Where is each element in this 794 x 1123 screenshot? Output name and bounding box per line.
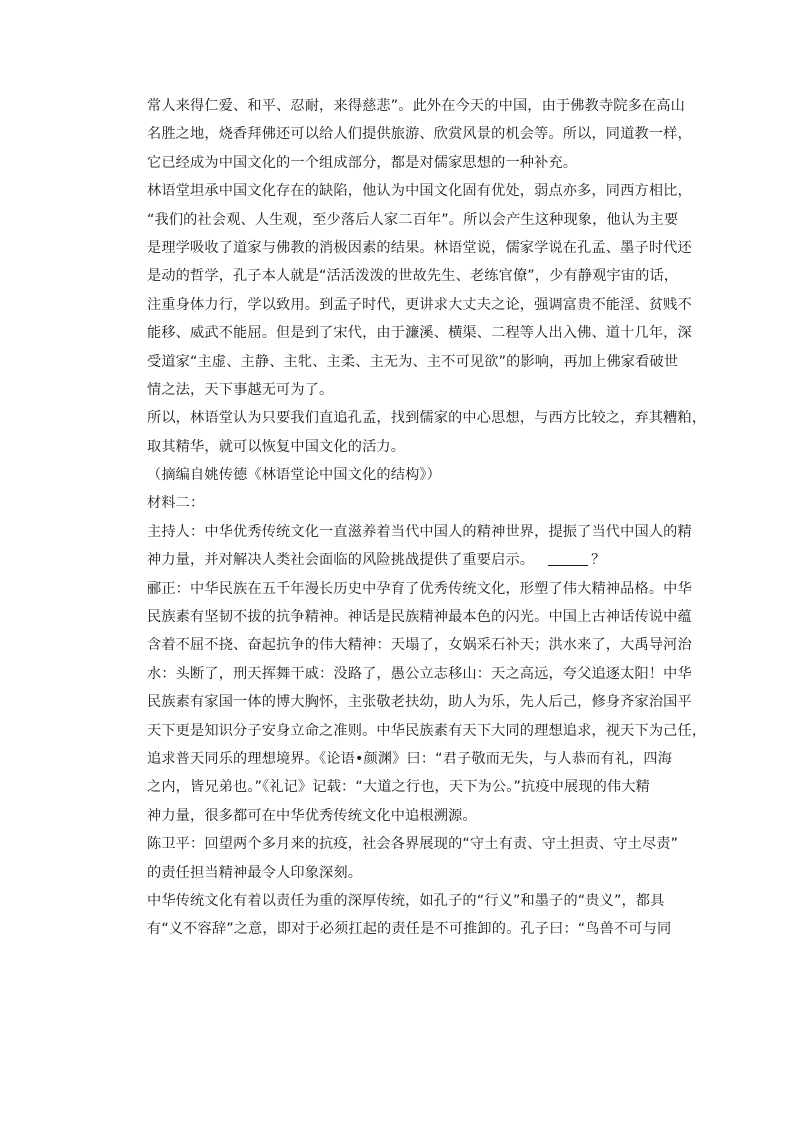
- paragraph-line: 有“义不容辞”之意，即对于必须扛起的责任是不可推卸的。孔子曰：“鸟兽不可与同: [147, 921, 672, 938]
- paragraph-line: 水：头断了，刑天挥舞干戚：没路了，愚公立志移山：天之高远，夸父追逐太阳！中华: [147, 665, 692, 682]
- paragraph-line: 追求普天同乐的理想境界。《论语•颜渊》曰：“君子敬而无失，与人恭而有礼，四海: [147, 750, 673, 767]
- paragraph-line: 天下更是知识分子安身立命之准则。中华民族素有天下大同的理想追求，视天下为己任，: [147, 722, 707, 739]
- paragraph-line: 中华传统文化有着以责任为重的深厚传统，如孔子的“行义”和墨子的“贵义”，都具: [147, 892, 665, 909]
- paragraph-line: 主持人：中华优秀传统文化一直滋养着当代中国人的精神世界，提振了当代中国人的精: [147, 523, 692, 540]
- paragraph-line: 常人来得仁爱、和平、忍耐，来得慈悲”。此外在今天的中国，由于佛教寺院多在高山: [147, 98, 685, 114]
- question-mark: ？: [591, 552, 606, 569]
- paragraph-line: 含着不屈不挠、奋起抗争的伟大精神：天塌了，女娲采石补天；洪水来了，大禹导河治: [147, 637, 692, 654]
- paragraph-line: 它已经成为中国文化的一个组成部分，都是对儒家思想的一种补充。: [147, 154, 578, 171]
- paragraph-line: 情之法，天下事越无可为了。: [147, 381, 334, 398]
- paragraph-line: 民族素有坚韧不拔的抗争精神。神话是民族精神最本色的闪光。中国上古神话传说中蕴: [147, 609, 692, 626]
- paragraph-line: 陈卫平：回望两个多月来的抗疫，社会各界展现的“守土有责、守土担责、守土尽责”: [147, 836, 679, 853]
- paragraph-line: 的责任担当精神最令人印象深刻。: [147, 864, 363, 881]
- paragraph-line: 林语堂坦承中国文化存在的缺陷，他认为中国文化固有优处，弱点亦多，同西方相比，: [147, 183, 692, 200]
- paragraph-line: 之内，皆兄弟也。”《礼记》记载：“大道之行也，天下为公。”抗疫中展现的伟大精: [147, 779, 651, 796]
- paragraph-line: 是理学吸收了道家与佛教的消极因素的结果。林语堂说，儒家学说在孔孟、墨子时代还: [147, 239, 692, 256]
- paragraph-line: 民族素有家国一体的博大胸怀，主张敬老扶幼，助人为乐，先人后己，修身齐家治国平: [147, 694, 692, 711]
- answer-blank: [548, 551, 588, 566]
- paragraph-line: 受道家“主虚、主静、主牝、主柔、主无为、主不可见欲”的影响，再加上佛家看破世: [147, 353, 679, 370]
- paragraph-line: 神力量，很多都可在中华优秀传统文化中追根溯源。: [147, 807, 477, 824]
- paragraph-line: 注重身体力行，学以致用。到孟子时代，更讲求大丈夫之论，强调富贵不能淫、贫贱不: [147, 296, 692, 313]
- paragraph-line: 所以，林语堂认为只要我们直追孔孟，找到儒家的中心思想，与西方比较之，弃其糟粕，: [147, 410, 707, 427]
- section-heading: 材料二：: [147, 495, 205, 512]
- paragraph-line: 取其精华，就可以恢复中国文化的活力。: [147, 438, 406, 455]
- paragraph-line: 是动的哲学，孔子本人就是“活活泼泼的世故先生、老练官僚”，少有静观宇宙的话，: [147, 268, 679, 285]
- paragraph-line: “我们的社会观、人生观，至少落后人家二百年”。所以会产生这种现象，他认为主要: [147, 211, 679, 228]
- document-body: [147, 92, 707, 944]
- paragraph-line: 名胜之地，烧香拜佛还可以给人们提供旅游、欣赏风景的机会等。所以，同道教一样，: [147, 126, 692, 143]
- paragraph-line: 能移、威武不能屈。但是到了宋代，由于濂溪、横渠、二程等人出入佛、道十几年，深: [147, 325, 692, 342]
- source-citation: （摘编自姚传德《林语堂论中国文化的结构》）: [147, 467, 441, 484]
- paragraph-line: 郦正：中华民族在五千年漫长历史中孕育了优秀传统文化，形塑了伟大精神品格。中华: [147, 580, 692, 597]
- question-text: 神力量，并对解决人类社会面临的风险挑战提供了重要启示。: [147, 552, 535, 569]
- question-line: [147, 546, 675, 574]
